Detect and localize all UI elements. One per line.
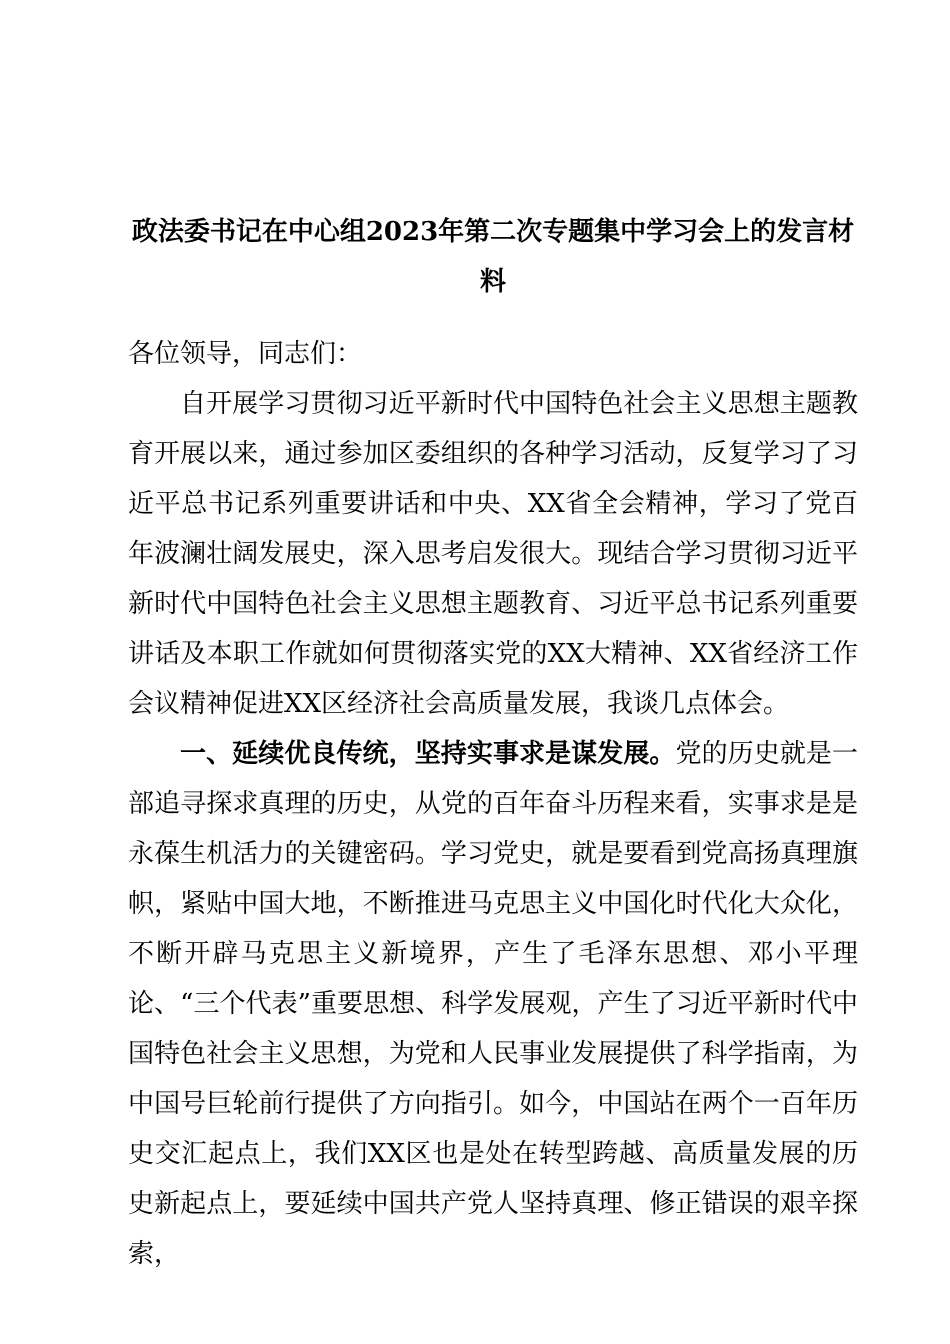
paragraph-introduction: 自开展学习贯彻习近平新时代中国特色社会主义思想主题教育开展以来，通过参加区委组织的各种学习活动，反复学习了习近平总书记系列重要讲话和中央、XX省全会精神，学习了党百年波澜壮阔发展史，深入思考启发很大。现结合学习贯彻习近平新时代中国特色社会主义思想主题教育、习近平总书记系列重要讲话及本职工作就如何贯彻落实党的XX大精神、XX省经济工作会议精神促进XX区经济社会高质量发展，我谈几点体会。 bbox=[128, 389, 858, 719]
section-one-body: 党的历史就是一部追寻探求真理的历史，从党的百年奋斗历程来看，实事求是是永葆生机活力的关键密码。学习党史，就是要看到党高扬真理旗帜，紧贴中国大地，不断推进马克思主义中国化时代化大众化，不断开辟马克思主义新境界，产生了毛泽东思想、邓小平理论、“三个代表”重要思想、科学发展观，产生了习近平新时代中国特色社会主义思想，为党和人民事业发展提供了科学指南，为中国号巨轮前行提供了方向指引。如今，中国站在两个一百年历史交汇起点上，我们XX区也是处在转型跨越、高质量发展的历史新起点上，要延续中国共产党人坚持真理、修正错误的艰辛探索， bbox=[128, 739, 858, 1269]
document-title: 政法委书记在中心组2023年第二次专题集中学习会上的发言材料 bbox=[131, 217, 855, 297]
paragraph-section-one bbox=[128, 729, 858, 1279]
section-one-heading: 一、延续优良传统，坚持实事求是谋发展。 bbox=[180, 739, 676, 769]
salutation-line: 各位领导，同志们： bbox=[128, 339, 363, 369]
